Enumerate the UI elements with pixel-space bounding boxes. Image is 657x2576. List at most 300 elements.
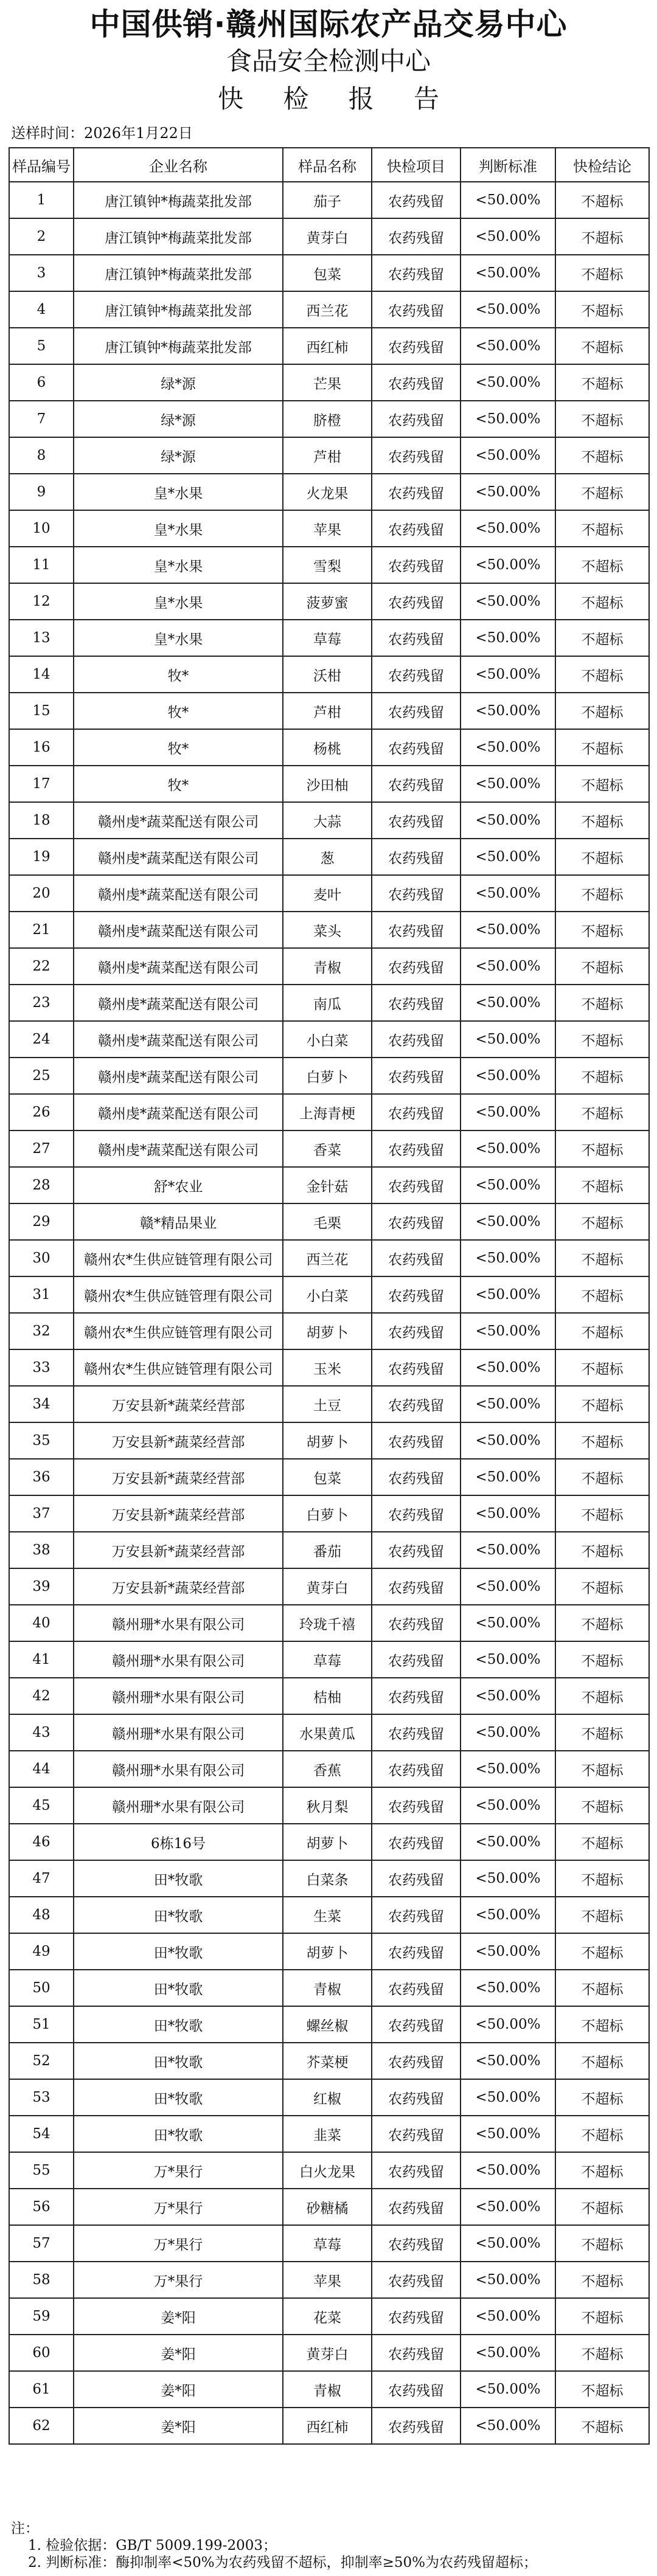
cell-standard: <50.00% — [461, 1130, 555, 1167]
table-row — [9, 948, 649, 985]
cell-company: 牧* — [74, 766, 283, 802]
cell-sample-name: 草莓 — [283, 620, 372, 656]
cell-standard: <50.00% — [461, 1532, 555, 1568]
table-row — [9, 1714, 649, 1751]
note-item-standard: 2. 判断标准：酶抑制率<50%为农药残留不超标，抑制率≥50%为农药残留超标； — [28, 2555, 538, 2571]
cell-sample-id: 41 — [9, 1641, 74, 1678]
cell-company: 唐江镇钟*梅蔬菜批发部 — [74, 328, 283, 364]
cell-sample-id: 46 — [9, 1824, 74, 1860]
cell-standard: <50.00% — [461, 2079, 555, 2116]
cell-sample-name: 玉米 — [283, 1349, 372, 1386]
cell-company: 万安县新*蔬菜经营部 — [74, 1495, 283, 1532]
cell-test-item: 农药残留 — [372, 583, 461, 620]
cell-company: 皇*水果 — [74, 510, 283, 547]
note-item-basis: 1. 检验依据：GB/T 5009.199-2003； — [28, 2538, 277, 2553]
cell-sample-id: 5 — [9, 328, 74, 364]
cell-test-item: 农药残留 — [372, 1240, 461, 1276]
cell-sample-id: 37 — [9, 1495, 74, 1532]
cell-conclusion: 不超标 — [555, 948, 649, 985]
cell-test-item: 农药残留 — [372, 437, 461, 474]
cell-conclusion: 不超标 — [555, 1203, 649, 1240]
cell-company: 姜*阳 — [74, 2408, 283, 2444]
table-row — [9, 547, 649, 583]
cell-conclusion: 不超标 — [555, 2189, 649, 2225]
table-row — [9, 839, 649, 875]
notes-label: 注： — [11, 2521, 39, 2536]
cell-test-item: 农药残留 — [372, 656, 461, 693]
cell-sample-name: 苹果 — [283, 2262, 372, 2298]
cell-test-item: 农药残留 — [372, 985, 461, 1021]
cell-conclusion: 不超标 — [555, 401, 649, 437]
cell-sample-name: 黄芽白 — [283, 218, 372, 255]
cell-sample-name: 草莓 — [283, 1641, 372, 1678]
cell-standard: <50.00% — [461, 1240, 555, 1276]
table-header-row — [9, 148, 649, 182]
cell-sample-id: 22 — [9, 948, 74, 985]
cell-test-item: 农药残留 — [372, 2262, 461, 2298]
cell-company: 赣州虔*蔬菜配送有限公司 — [74, 912, 283, 948]
cell-sample-name: 芥菜梗 — [283, 2043, 372, 2079]
cell-company: 赣州珊*水果有限公司 — [74, 1641, 283, 1678]
cell-company: 田*牧歌 — [74, 2043, 283, 2079]
cell-standard: <50.00% — [461, 1678, 555, 1714]
cell-standard: <50.00% — [461, 401, 555, 437]
cell-test-item: 农药残留 — [372, 510, 461, 547]
table-row — [9, 1605, 649, 1641]
table-row — [9, 364, 649, 401]
table-row — [9, 875, 649, 912]
cell-company: 万*果行 — [74, 2262, 283, 2298]
cell-sample-name: 青椒 — [283, 2371, 372, 2408]
page-subtitle: 食品安全检测中心 — [226, 46, 431, 76]
cell-sample-id: 23 — [9, 985, 74, 1021]
cell-sample-name: 菜头 — [283, 912, 372, 948]
table-row — [9, 1459, 649, 1495]
table-row — [9, 693, 649, 729]
cell-company: 赣州珊*水果有限公司 — [74, 1678, 283, 1714]
cell-conclusion: 不超标 — [555, 1605, 649, 1641]
cell-test-item: 农药残留 — [372, 328, 461, 364]
cell-standard: <50.00% — [461, 510, 555, 547]
cell-test-item: 农药残留 — [372, 1860, 461, 1897]
cell-sample-id: 48 — [9, 1897, 74, 1933]
cell-conclusion: 不超标 — [555, 1641, 649, 1678]
notes-section — [11, 2520, 650, 2571]
cell-standard: <50.00% — [461, 1970, 555, 2006]
cell-company: 姜*阳 — [74, 2371, 283, 2408]
cell-standard: <50.00% — [461, 2335, 555, 2371]
table-row — [9, 2152, 649, 2189]
cell-sample-id: 24 — [9, 1021, 74, 1058]
cell-sample-id: 44 — [9, 1751, 74, 1787]
sent-date: 送样时间：2026年1月22日 — [11, 125, 193, 142]
cell-sample-id: 29 — [9, 1203, 74, 1240]
cell-sample-id: 40 — [9, 1605, 74, 1641]
cell-test-item: 农药残留 — [372, 1349, 461, 1386]
table-row — [9, 2189, 649, 2225]
cell-test-item: 农药残留 — [372, 2006, 461, 2043]
table-row — [9, 583, 649, 620]
cell-sample-id: 14 — [9, 656, 74, 693]
cell-conclusion: 不超标 — [555, 1459, 649, 1495]
cell-company: 皇*水果 — [74, 474, 283, 510]
table-row — [9, 2225, 649, 2262]
table-row — [9, 1240, 649, 1276]
cell-test-item: 农药残留 — [372, 1678, 461, 1714]
cell-company: 皇*水果 — [74, 583, 283, 620]
table-row — [9, 2006, 649, 2043]
cell-sample-name: 花菜 — [283, 2298, 372, 2335]
cell-sample-name: 胡萝卜 — [283, 1824, 372, 1860]
cell-standard: <50.00% — [461, 1422, 555, 1459]
table-row — [9, 1167, 649, 1203]
cell-test-item: 农药残留 — [372, 2152, 461, 2189]
cell-standard: <50.00% — [461, 985, 555, 1021]
cell-sample-id: 55 — [9, 2152, 74, 2189]
cell-conclusion: 不超标 — [555, 1751, 649, 1787]
table-row — [9, 1422, 649, 1459]
cell-standard: <50.00% — [461, 1605, 555, 1641]
cell-sample-id: 53 — [9, 2079, 74, 2116]
cell-test-item: 农药残留 — [372, 1787, 461, 1824]
cell-company: 皇*水果 — [74, 547, 283, 583]
cell-sample-name: 桔柚 — [283, 1678, 372, 1714]
cell-company: 赣州虔*蔬菜配送有限公司 — [74, 948, 283, 985]
cell-conclusion: 不超标 — [555, 1824, 649, 1860]
cell-conclusion: 不超标 — [555, 2079, 649, 2116]
cell-test-item: 农药残留 — [372, 620, 461, 656]
cell-company: 田*牧歌 — [74, 2006, 283, 2043]
column-header-company: 企业名称 — [74, 148, 283, 182]
cell-company: 万*果行 — [74, 2152, 283, 2189]
cell-conclusion: 不超标 — [555, 1860, 649, 1897]
cell-sample-id: 25 — [9, 1058, 74, 1094]
cell-company: 田*牧歌 — [74, 2079, 283, 2116]
cell-sample-name: 麦叶 — [283, 875, 372, 912]
cell-test-item: 农药残留 — [372, 912, 461, 948]
cell-company: 唐江镇钟*梅蔬菜批发部 — [74, 255, 283, 291]
cell-test-item: 农药残留 — [372, 182, 461, 218]
cell-sample-name: 青椒 — [283, 1970, 372, 2006]
column-header-conclusion: 快检结论 — [555, 148, 649, 182]
cell-company: 6栋16号 — [74, 1824, 283, 1860]
table-row — [9, 1568, 649, 1605]
cell-sample-id: 42 — [9, 1678, 74, 1714]
cell-conclusion: 不超标 — [555, 2116, 649, 2152]
cell-sample-id: 19 — [9, 839, 74, 875]
cell-sample-id: 39 — [9, 1568, 74, 1605]
cell-sample-id: 62 — [9, 2408, 74, 2444]
cell-test-item: 农药残留 — [372, 1203, 461, 1240]
cell-standard: <50.00% — [461, 1933, 555, 1970]
cell-company: 牧* — [74, 729, 283, 766]
cell-conclusion: 不超标 — [555, 291, 649, 328]
cell-sample-name: 茄子 — [283, 182, 372, 218]
cell-conclusion: 不超标 — [555, 802, 649, 839]
cell-company: 万安县新*蔬菜经营部 — [74, 1568, 283, 1605]
cell-standard: <50.00% — [461, 693, 555, 729]
cell-test-item: 农药残留 — [372, 2043, 461, 2079]
cell-sample-id: 16 — [9, 729, 74, 766]
cell-standard: <50.00% — [461, 1641, 555, 1678]
cell-test-item: 农药残留 — [372, 1495, 461, 1532]
cell-sample-name: 包菜 — [283, 1459, 372, 1495]
cell-conclusion: 不超标 — [555, 1167, 649, 1203]
table-row — [9, 2262, 649, 2298]
table-row — [9, 912, 649, 948]
cell-sample-name: 玲珑千禧 — [283, 1605, 372, 1641]
cell-standard: <50.00% — [461, 474, 555, 510]
cell-sample-name: 红椒 — [283, 2079, 372, 2116]
cell-sample-name: 胡萝卜 — [283, 1422, 372, 1459]
cell-standard: <50.00% — [461, 2189, 555, 2225]
cell-sample-id: 52 — [9, 2043, 74, 2079]
cell-test-item: 农药残留 — [372, 1313, 461, 1349]
cell-conclusion: 不超标 — [555, 839, 649, 875]
cell-company: 万安县新*蔬菜经营部 — [74, 1386, 283, 1422]
cell-company: 万*果行 — [74, 2189, 283, 2225]
cell-sample-name: 白萝卜 — [283, 1495, 372, 1532]
cell-test-item: 农药残留 — [372, 401, 461, 437]
cell-test-item: 农药残留 — [372, 1021, 461, 1058]
cell-sample-id: 58 — [9, 2262, 74, 2298]
table-row — [9, 218, 649, 255]
cell-company: 绿*源 — [74, 364, 283, 401]
cell-test-item: 农药残留 — [372, 802, 461, 839]
cell-conclusion: 不超标 — [555, 2006, 649, 2043]
cell-test-item: 农药残留 — [372, 2335, 461, 2371]
cell-standard: <50.00% — [461, 1751, 555, 1787]
table-row — [9, 1970, 649, 2006]
cell-standard: <50.00% — [461, 2408, 555, 2444]
cell-sample-id: 4 — [9, 291, 74, 328]
cell-sample-name: 金针菇 — [283, 1167, 372, 1203]
cell-standard: <50.00% — [461, 2298, 555, 2335]
cell-conclusion: 不超标 — [555, 1678, 649, 1714]
cell-sample-name: 西红柿 — [283, 2408, 372, 2444]
table-row — [9, 1641, 649, 1678]
cell-sample-name: 砂糖橘 — [283, 2189, 372, 2225]
cell-sample-name: 螺丝椒 — [283, 2006, 372, 2043]
cell-sample-name: 秋月梨 — [283, 1787, 372, 1824]
cell-conclusion: 不超标 — [555, 2298, 649, 2335]
cell-sample-name: 水果黄瓜 — [283, 1714, 372, 1751]
table-row — [9, 255, 649, 291]
table-row — [9, 1021, 649, 1058]
cell-test-item: 农药残留 — [372, 2371, 461, 2408]
cell-sample-name: 番茄 — [283, 1532, 372, 1568]
cell-standard: <50.00% — [461, 1897, 555, 1933]
cell-sample-id: 26 — [9, 1094, 74, 1130]
cell-test-item: 农药残留 — [372, 547, 461, 583]
cell-conclusion: 不超标 — [555, 1349, 649, 1386]
cell-standard: <50.00% — [461, 656, 555, 693]
cell-company: 赣州农*生供应链管理有限公司 — [74, 1313, 283, 1349]
cell-standard: <50.00% — [461, 1349, 555, 1386]
cell-conclusion: 不超标 — [555, 474, 649, 510]
cell-test-item: 农药残留 — [372, 2189, 461, 2225]
results-table — [9, 147, 650, 2445]
cell-standard: <50.00% — [461, 364, 555, 401]
cell-company: 赣州农*生供应链管理有限公司 — [74, 1276, 283, 1313]
cell-conclusion: 不超标 — [555, 583, 649, 620]
cell-standard: <50.00% — [461, 2262, 555, 2298]
cell-standard: <50.00% — [461, 1094, 555, 1130]
cell-standard: <50.00% — [461, 1714, 555, 1751]
table-row — [9, 620, 649, 656]
cell-conclusion: 不超标 — [555, 510, 649, 547]
table-row — [9, 2116, 649, 2152]
cell-conclusion: 不超标 — [555, 1422, 649, 1459]
table-row — [9, 1495, 649, 1532]
cell-test-item: 农药残留 — [372, 729, 461, 766]
cell-test-item: 农药残留 — [372, 1058, 461, 1094]
cell-sample-id: 47 — [9, 1860, 74, 1897]
cell-conclusion: 不超标 — [555, 547, 649, 583]
cell-standard: <50.00% — [461, 583, 555, 620]
cell-company: 唐江镇钟*梅蔬菜批发部 — [74, 291, 283, 328]
cell-sample-id: 35 — [9, 1422, 74, 1459]
cell-conclusion: 不超标 — [555, 1970, 649, 2006]
cell-company: 赣州珊*水果有限公司 — [74, 1751, 283, 1787]
cell-standard: <50.00% — [461, 291, 555, 328]
cell-company: 赣州珊*水果有限公司 — [74, 1605, 283, 1641]
cell-sample-id: 9 — [9, 474, 74, 510]
cell-test-item: 农药残留 — [372, 693, 461, 729]
cell-sample-id: 18 — [9, 802, 74, 839]
cell-conclusion: 不超标 — [555, 2043, 649, 2079]
cell-sample-id: 27 — [9, 1130, 74, 1167]
cell-conclusion: 不超标 — [555, 1714, 649, 1751]
cell-standard: <50.00% — [461, 766, 555, 802]
cell-test-item: 农药残留 — [372, 1167, 461, 1203]
cell-company: 牧* — [74, 693, 283, 729]
cell-standard: <50.00% — [461, 729, 555, 766]
cell-company: 赣*精品果业 — [74, 1203, 283, 1240]
cell-company: 万安县新*蔬菜经营部 — [74, 1532, 283, 1568]
column-header-standard: 判断标准 — [461, 148, 555, 182]
cell-test-item: 农药残留 — [372, 1933, 461, 1970]
cell-conclusion: 不超标 — [555, 2152, 649, 2189]
cell-sample-name: 菠萝蜜 — [283, 583, 372, 620]
cell-company: 赣州珊*水果有限公司 — [74, 1714, 283, 1751]
cell-test-item: 农药残留 — [372, 2116, 461, 2152]
cell-test-item: 农药残留 — [372, 2298, 461, 2335]
cell-sample-name: 香菜 — [283, 1130, 372, 1167]
cell-sample-name: 小白菜 — [283, 1276, 372, 1313]
cell-test-item: 农药残留 — [372, 1751, 461, 1787]
cell-company: 唐江镇钟*梅蔬菜批发部 — [74, 218, 283, 255]
cell-sample-name: 毛栗 — [283, 1203, 372, 1240]
cell-conclusion: 不超标 — [555, 985, 649, 1021]
cell-conclusion: 不超标 — [555, 1568, 649, 1605]
cell-conclusion: 不超标 — [555, 1021, 649, 1058]
cell-standard: <50.00% — [461, 437, 555, 474]
table-row — [9, 1130, 649, 1167]
cell-sample-id: 21 — [9, 912, 74, 948]
cell-sample-name: 白菜条 — [283, 1860, 372, 1897]
cell-test-item: 农药残留 — [372, 1897, 461, 1933]
page-title: 中国供销·赣州国际农产品交易中心 — [89, 7, 568, 42]
cell-conclusion: 不超标 — [555, 1240, 649, 1276]
cell-company: 万*果行 — [74, 2225, 283, 2262]
cell-sample-id: 6 — [9, 364, 74, 401]
cell-conclusion: 不超标 — [555, 2371, 649, 2408]
table-row — [9, 1276, 649, 1313]
cell-conclusion: 不超标 — [555, 1276, 649, 1313]
cell-sample-id: 43 — [9, 1714, 74, 1751]
table-row — [9, 1787, 649, 1824]
cell-company: 牧* — [74, 656, 283, 693]
table-row — [9, 1386, 649, 1422]
cell-sample-name: 韭菜 — [283, 2116, 372, 2152]
table-row — [9, 291, 649, 328]
cell-standard: <50.00% — [461, 1276, 555, 1313]
table-row — [9, 656, 649, 693]
cell-standard: <50.00% — [461, 182, 555, 218]
cell-standard: <50.00% — [461, 1058, 555, 1094]
cell-test-item: 农药残留 — [372, 2408, 461, 2444]
cell-standard: <50.00% — [461, 328, 555, 364]
cell-sample-name: 白萝卜 — [283, 1058, 372, 1094]
table-row — [9, 1897, 649, 1933]
cell-test-item: 农药残留 — [372, 255, 461, 291]
cell-standard: <50.00% — [461, 1386, 555, 1422]
cell-company: 唐江镇钟*梅蔬菜批发部 — [74, 182, 283, 218]
cell-standard: <50.00% — [461, 948, 555, 985]
cell-company: 舒*农业 — [74, 1167, 283, 1203]
cell-conclusion: 不超标 — [555, 620, 649, 656]
cell-standard: <50.00% — [461, 2371, 555, 2408]
cell-test-item: 农药残留 — [372, 218, 461, 255]
cell-test-item: 农药残留 — [372, 1094, 461, 1130]
table-row — [9, 1933, 649, 1970]
cell-test-item: 农药残留 — [372, 1422, 461, 1459]
cell-company: 田*牧歌 — [74, 1897, 283, 1933]
cell-sample-id: 11 — [9, 547, 74, 583]
cell-standard: <50.00% — [461, 1495, 555, 1532]
report-name: 快 检 报 告 — [217, 84, 456, 114]
cell-conclusion: 不超标 — [555, 1094, 649, 1130]
cell-sample-name: 西兰花 — [283, 1240, 372, 1276]
cell-conclusion: 不超标 — [555, 328, 649, 364]
cell-sample-name: 上海青梗 — [283, 1094, 372, 1130]
table-row — [9, 510, 649, 547]
cell-conclusion: 不超标 — [555, 1787, 649, 1824]
cell-standard: <50.00% — [461, 802, 555, 839]
table-row — [9, 1203, 649, 1240]
cell-test-item: 农药残留 — [372, 948, 461, 985]
table-row — [9, 2043, 649, 2079]
cell-standard: <50.00% — [461, 1860, 555, 1897]
cell-standard: <50.00% — [461, 875, 555, 912]
table-row — [9, 1678, 649, 1714]
cell-test-item: 农药残留 — [372, 1568, 461, 1605]
cell-standard: <50.00% — [461, 2006, 555, 2043]
cell-sample-id: 57 — [9, 2225, 74, 2262]
cell-test-item: 农药残留 — [372, 1459, 461, 1495]
cell-company: 赣州虔*蔬菜配送有限公司 — [74, 985, 283, 1021]
cell-conclusion: 不超标 — [555, 2225, 649, 2262]
table-row — [9, 1751, 649, 1787]
cell-company: 赣州虔*蔬菜配送有限公司 — [74, 1021, 283, 1058]
table-row — [9, 985, 649, 1021]
cell-company: 赣州农*生供应链管理有限公司 — [74, 1240, 283, 1276]
cell-sample-id: 20 — [9, 875, 74, 912]
cell-conclusion: 不超标 — [555, 766, 649, 802]
cell-sample-name: 苹果 — [283, 510, 372, 547]
cell-sample-name: 黄芽白 — [283, 1568, 372, 1605]
